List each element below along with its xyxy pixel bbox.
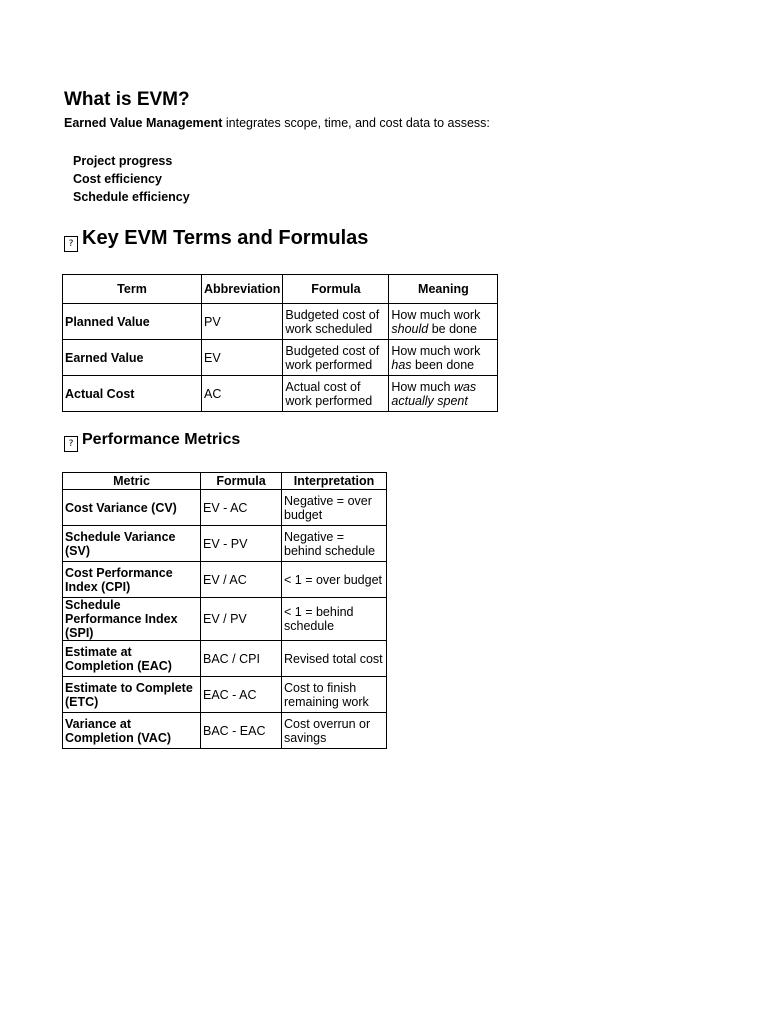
interpretation-cell: Cost overrun or savings: [282, 713, 387, 749]
metric-cell: Estimate to Complete (ETC): [63, 677, 201, 713]
section-title: Key EVM Terms and Formulas: [82, 227, 369, 249]
formula-cell: Budgeted cost of work scheduled: [283, 304, 389, 340]
meaning-cell: [389, 376, 498, 412]
table-header-row: [63, 275, 498, 304]
meaning-text: be done: [428, 321, 477, 336]
formula-cell: EV - AC: [201, 490, 282, 526]
meaning-text: How much work: [391, 307, 481, 322]
table-row: [63, 340, 498, 376]
interpretation-cell: < 1 = over budget: [282, 562, 387, 598]
meaning-text: How much work: [391, 343, 481, 358]
missing-glyph-icon: ?: [64, 436, 78, 452]
table-row: [63, 376, 498, 412]
assess-list: [73, 152, 190, 206]
column-header: Formula: [283, 275, 389, 304]
metric-cell: Variance at Completion (VAC): [63, 713, 201, 749]
section-heading-metrics: [64, 431, 240, 452]
formula-cell: BAC / CPI: [201, 641, 282, 677]
meaning-emphasis: should: [391, 321, 429, 336]
intro-paragraph: [64, 116, 490, 130]
meaning-cell: [389, 304, 498, 340]
column-header: Formula: [201, 473, 282, 490]
formula-cell: EAC - AC: [201, 677, 282, 713]
meaning-emphasis: has: [391, 357, 412, 372]
formula-cell: EV / AC: [201, 562, 282, 598]
table-header-row: [63, 473, 387, 490]
table-row: [63, 598, 387, 641]
list-item: Cost efficiency: [73, 172, 162, 186]
metric-cell: Schedule Variance (SV): [63, 526, 201, 562]
table-row: [63, 526, 387, 562]
abbr-cell: AC: [202, 376, 283, 412]
formula-cell: Actual cost of work performed: [283, 376, 389, 412]
column-header: Metric: [63, 473, 201, 490]
formula-cell: EV / PV: [201, 598, 282, 641]
interpretation-cell: Cost to finish remaining work: [282, 677, 387, 713]
metrics-table: [62, 472, 387, 749]
table-row: [63, 304, 498, 340]
intro-bold-term: Earned Value Management: [64, 116, 223, 130]
table-row: [63, 490, 387, 526]
abbr-cell: EV: [202, 340, 283, 376]
formula-cell: Budgeted cost of work performed: [283, 340, 389, 376]
term-cell: Earned Value: [63, 340, 202, 376]
table-row: [63, 562, 387, 598]
list-item: Project progress: [73, 154, 173, 168]
meaning-text: How much: [391, 379, 454, 394]
term-cell: Planned Value: [63, 304, 202, 340]
abbr-cell: PV: [202, 304, 283, 340]
interpretation-cell: Negative = over budget: [282, 490, 387, 526]
metric-cell: Schedule Performance Index (SPI): [63, 598, 201, 641]
table-row: [63, 677, 387, 713]
list-item: Schedule efficiency: [73, 190, 190, 204]
table-row: [63, 713, 387, 749]
formula-cell: BAC - EAC: [201, 713, 282, 749]
interpretation-cell: Negative = behind schedule: [282, 526, 387, 562]
formula-cell: EV - PV: [201, 526, 282, 562]
intro-text: integrates scope, time, and cost data to assess:: [222, 116, 490, 130]
section-heading-terms: [64, 227, 368, 252]
column-header: Interpretation: [282, 473, 387, 490]
section-title: Performance Metrics: [82, 431, 241, 448]
interpretation-cell: < 1 = behind schedule: [282, 598, 387, 641]
missing-glyph-icon: ?: [64, 236, 78, 252]
meaning-cell: [389, 340, 498, 376]
interpretation-cell: Revised total cost: [282, 641, 387, 677]
meaning-emphasis: was actually spent: [391, 379, 477, 408]
metric-cell: Cost Variance (CV): [63, 490, 201, 526]
terms-table: [62, 274, 498, 412]
column-header: Abbreviation: [202, 275, 283, 304]
meaning-text: been done: [411, 357, 475, 372]
metric-cell: Cost Performance Index (CPI): [63, 562, 201, 598]
metric-cell: Estimate at Completion (EAC): [63, 641, 201, 677]
column-header: Term: [63, 275, 202, 304]
table-row: [63, 641, 387, 677]
page-title: What is EVM?: [64, 89, 190, 110]
term-cell: Actual Cost: [63, 376, 202, 412]
column-header: Meaning: [389, 275, 498, 304]
